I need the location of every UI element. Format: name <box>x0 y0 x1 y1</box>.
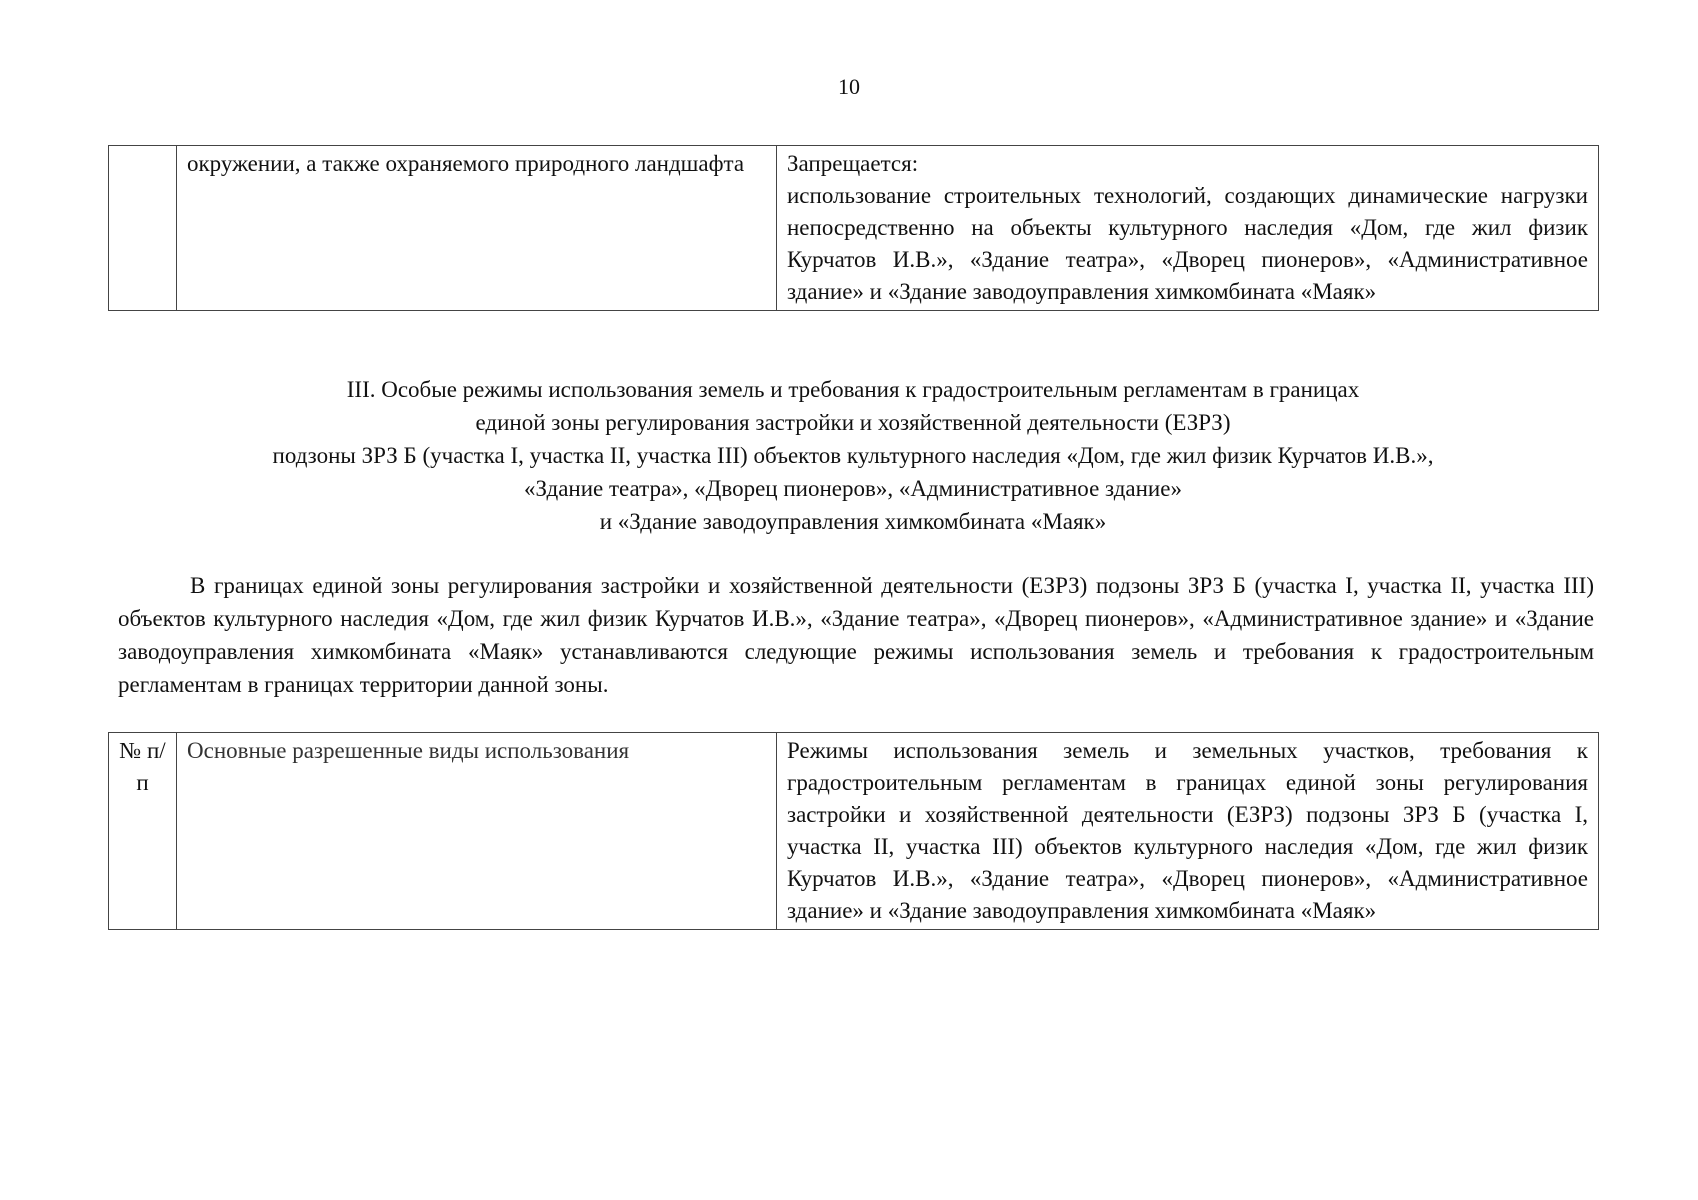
header-number: № п/п <box>109 733 177 930</box>
table-cell-number <box>109 146 177 311</box>
table-header-row <box>109 733 1599 930</box>
table-cell-regime <box>777 146 1599 311</box>
page-number: 10 <box>838 74 860 99</box>
section-heading-line: подзоны ЗРЗ Б (участка I, участка II, участка III) объектов культурного наследия «Дом, где жил физик Курчатов И.В.», <box>272 443 1434 468</box>
section-heading-line: единой зоны регулирования застройки и хозяйственной деятельности (ЕЗРЗ) <box>475 410 1231 435</box>
section-heading <box>108 373 1598 538</box>
regimes-table <box>108 732 1599 930</box>
regime-heading: Запрещается: <box>787 151 919 176</box>
regime-text: использование строительных технологий, создающих динамические нагрузки непосредственно на объекты культурного наследия «Дом, где жил физик Курчатов И.В.», «Здание театра», «Дворец пионеров», «Административное здание» и «Здание заводоуправления химкомбината «Маяк» <box>787 183 1588 304</box>
section-heading-line: III. Особые режимы использования земель и требования к градостроительным регламентам в границах <box>346 377 1360 402</box>
table-cell-object: окружении, а также охраняемого природного ландшафта <box>177 146 777 311</box>
intro-paragraph: В границах единой зоны регулирования застройки и хозяйственной деятельности (ЕЗРЗ) подзоны ЗРЗ Б (участка I, участка II, участка III) объектов культурного наследия «Дом, где жил физик Курчатов И.В.», «Здание театра», «Дворец пионеров», «Административное здание» и «Здание заводоуправления химкомбината «Маяк» устанавливаются следующие режимы использования земель и требования к градостроительным регламентам в границах территории данной зоны. <box>118 573 1594 697</box>
table-row <box>109 146 1599 311</box>
top-table <box>108 145 1599 311</box>
section-heading-line: «Здание театра», «Дворец пионеров», «Административное здание» <box>524 476 1182 501</box>
header-regimes: Режимы использования земель и земельных участков, требования к градостроительным регламентам в границах единой зоны регулирования застройки и хозяйственной деятельности (ЕЗРЗ) подзоны ЗРЗ Б (участка I, участка II, участка III) объектов культурного наследия «Дом, где жил физик Курчатов И.В.», «Здание театра», «Дворец пионеров», «Административное здание» и «Здание заводоуправления химкомбината «Маяк» <box>777 733 1599 930</box>
header-permitted-uses: Основные разрешенные виды использования <box>177 733 777 930</box>
section-heading-line: и «Здание заводоуправления химкомбината «Маяк» <box>599 509 1107 534</box>
